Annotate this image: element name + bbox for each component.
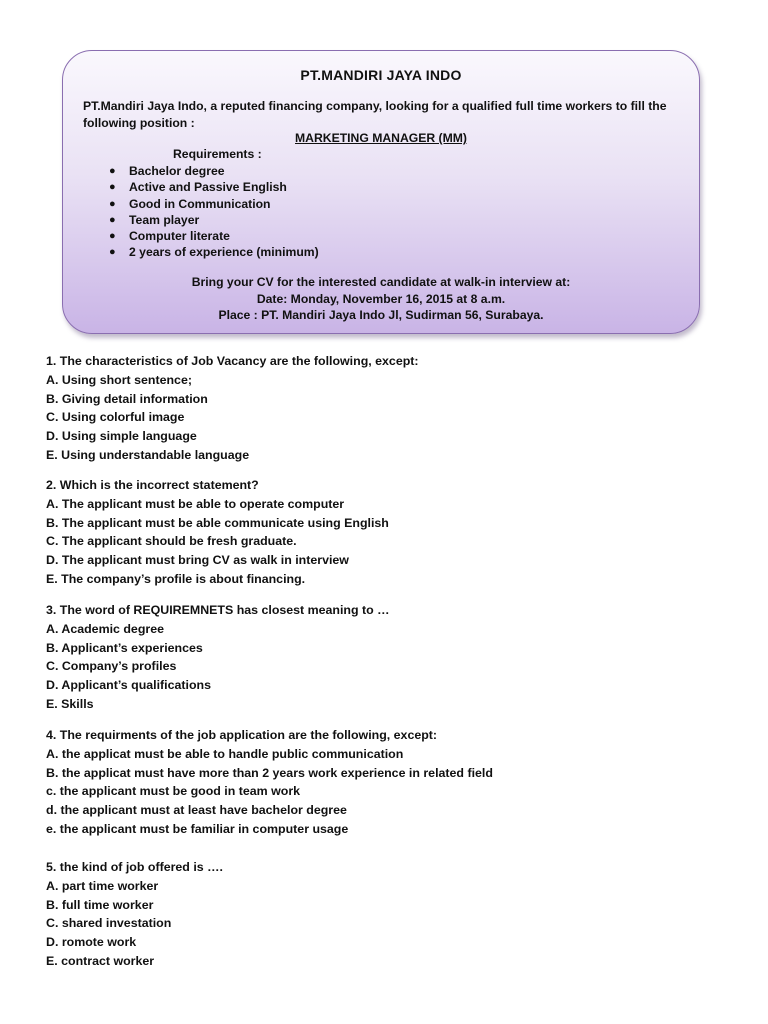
answer-option: A. Academic degree	[46, 621, 164, 636]
question-text: 4. The requirments of the job application are the following, except:	[46, 728, 438, 742]
answer-option: E. Skills	[46, 696, 94, 711]
answer-option: C. Using colorful image	[46, 410, 185, 425]
answer-option: A. part time worker	[46, 878, 159, 893]
bullet-icon: ●	[109, 181, 116, 194]
interview-info	[63, 274, 699, 324]
bullet-icon: ●	[109, 246, 116, 259]
answer-option: C. Company’s profiles	[46, 659, 177, 674]
position-title: MARKETING MANAGER (MM)	[295, 131, 467, 145]
requirement-item: ● Team player	[109, 212, 200, 227]
place-line: Place : PT. Mandiri Jaya Indo Jl, Sudirman 56, Surabaya.	[218, 308, 544, 322]
question-text: 5. the kind of job offered is ….	[46, 860, 223, 874]
answer-option: d. the applicant must at least have bachelor degree	[46, 803, 347, 818]
date-line: Date: Monday, November 16, 2015 at 8 a.m.	[256, 291, 506, 306]
answer-option: B. Giving detail information	[46, 391, 208, 406]
bullet-icon: ●	[109, 197, 116, 210]
answer-option: B. the applicat must have more than 2 years work experience in related field	[46, 765, 493, 780]
requirement-item: ● Good in Communication	[109, 196, 271, 211]
answer-option: D. romote work	[46, 935, 137, 950]
question-5	[46, 858, 726, 971]
question-3	[46, 601, 726, 714]
answer-option: A. The applicant must be able to operate computer	[46, 496, 345, 511]
answer-option: e. the applicant must be familiar in computer usage	[46, 821, 349, 836]
answer-option: A. Using short sentence;	[46, 372, 192, 387]
question-text: 1. The characteristics of Job Vacancy are the following, except:	[46, 354, 419, 368]
bullet-icon: ●	[109, 165, 116, 177]
requirement-item: ● 2 years of experience (minimum)	[109, 245, 319, 260]
answer-option: E. The company’s profile is about financing.	[46, 571, 306, 586]
requirement-item: ● Computer literate	[109, 229, 230, 244]
requirements-list	[109, 163, 319, 261]
answer-option: B. The applicant must be able communicate using English	[46, 515, 389, 530]
answer-option: D. Applicant’s qualifications	[46, 678, 211, 693]
question-2	[46, 476, 726, 589]
question-1	[46, 352, 726, 465]
answer-option: B. full time worker	[46, 897, 154, 912]
requirement-item: ● Bachelor degree	[109, 164, 225, 178]
job-vacancy-box	[62, 50, 700, 334]
answer-option: A. the applicat must be able to handle public communication	[46, 746, 404, 761]
company-title: PT.MANDIRI JAYA INDO	[300, 67, 462, 83]
requirement-item: ● Active and Passive English	[109, 180, 287, 195]
answer-option: C. The applicant should be fresh graduate.	[46, 534, 297, 549]
answer-option: D. Using simple language	[46, 429, 197, 444]
intro-line-2: following position :	[83, 115, 195, 130]
answer-option: B. Applicant’s experiences	[46, 640, 203, 655]
question-text: 2. Which is the incorrect statement?	[46, 478, 259, 492]
intro-text	[83, 98, 683, 131]
answer-option: c. the applicant must be good in team work	[46, 784, 301, 799]
bullet-icon: ●	[109, 213, 116, 226]
requirements-heading: Requirements :	[173, 147, 262, 161]
answer-option: C. shared investation	[46, 916, 172, 931]
answer-option: D. The applicant must bring CV as walk in interview	[46, 553, 349, 568]
question-text: 3. The word of REQUIREMNETS has closest meaning to …	[46, 603, 390, 617]
answer-option: E. contract worker	[46, 953, 155, 968]
question-4	[46, 726, 726, 839]
intro-line-1: PT.Mandiri Jaya Indo, a reputed financing company, looking for a qualified full time workers to fill the	[83, 99, 667, 113]
answer-option: E. Using understandable language	[46, 447, 250, 462]
bullet-icon: ●	[109, 230, 116, 243]
invite-line: Bring your CV for the interested candidate at walk-in interview at:	[191, 275, 571, 289]
